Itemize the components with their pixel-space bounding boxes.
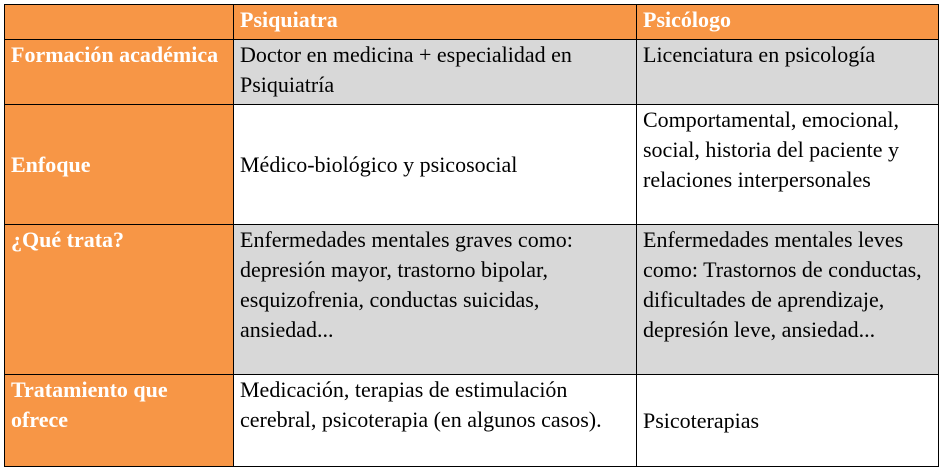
row-label-enfoque: Enfoque <box>5 105 234 225</box>
row-label-formacion: Formación académica <box>5 40 234 105</box>
cell-que-trata-psicologo: Enfermedades mentales leves como: Trastornos de conductas, dificultades de aprendizaje, depresión leve, ansiedad... <box>637 225 939 375</box>
header-psiquiatra: Psiquiatra <box>234 5 637 40</box>
header-psicologo: Psicólogo <box>637 5 939 40</box>
table-row-formacion <box>5 40 939 105</box>
cell-enfoque-psicologo: Comportamental, emocional, social, historia del paciente y relaciones interpersonales <box>637 105 939 225</box>
cell-formacion-psicologo: Licenciatura en psicología <box>637 40 939 105</box>
header-corner-cell <box>5 5 234 40</box>
table-row-enfoque <box>5 105 939 225</box>
cell-tratamiento-psiquiatra: Medicación, terapias de estimulación cerebral, psicoterapia (en algunos casos). <box>234 375 637 467</box>
psiquiatra-vs-psicologo-table <box>4 4 939 467</box>
cell-enfoque-psiquiatra: Médico-biológico y psicosocial <box>234 105 637 225</box>
row-label-tratamiento: Tratamiento que ofrece <box>5 375 234 467</box>
table-row-que-trata <box>5 225 939 375</box>
cell-formacion-psiquiatra: Doctor en medicina + especialidad en Psiquiatría <box>234 40 637 105</box>
table-row-tratamiento <box>5 375 939 467</box>
cell-tratamiento-psicologo: Psicoterapias <box>637 375 939 467</box>
cell-que-trata-psiquiatra: Enfermedades mentales graves como: depresión mayor, trastorno bipolar, esquizofrenia, conductas suicidas, ansiedad... <box>234 225 637 375</box>
comparison-table-container <box>4 4 939 467</box>
row-label-que-trata: ¿Qué trata? <box>5 225 234 375</box>
header-row <box>5 5 939 40</box>
